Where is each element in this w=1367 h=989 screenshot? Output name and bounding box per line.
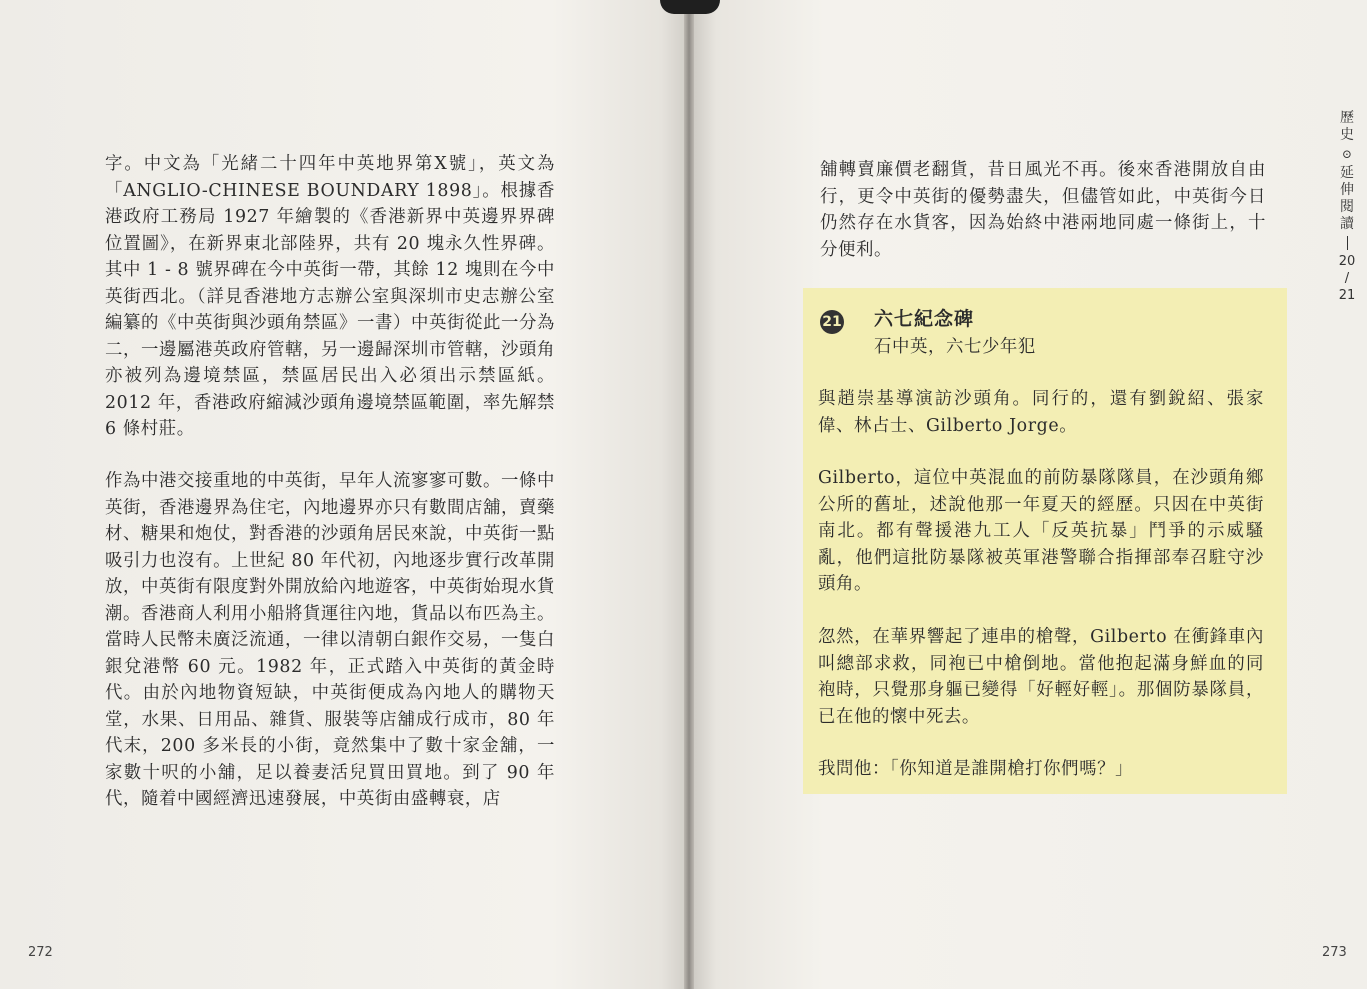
side-nav-page-a: 20	[1338, 254, 1356, 269]
side-nav-char: 延	[1340, 165, 1354, 181]
book-gutter	[684, 0, 694, 989]
box-subtitle: 石中英，六七少年犯	[874, 337, 1036, 357]
section-number-badge: 21	[820, 310, 844, 334]
left-paragraph-2: 作為中港交接重地的中英街，早年人流寥寥可數。一條中英街，香港邊界為住宅，內地邊界亦只有數間店舖，賣藥材、糖果和炮仗，對香港的沙頭角居民來說，中英街一點吸引力也沒有。上世紀 80 年代初，內地逐步實行改革開放，中英街有限度對外開放給內地遊客，中英街始現水貨潮。香港商人利用小船將貨運往內地，貨品以布匹為主。當時人民幣未廣泛流通，一律以清朝白銀作交易，一隻白銀兌港幣 60 元。1982 年，正式踏入中英街的黃金時代。由於內地物資短缺，中英街便成為內地人的購物天堂，水果、日用品、雜貨、服裝等店舖成行成市，80 年代末，200 多米長的小街，竟然集中了數十家金舖，一家數十呎的小舖，足以養妻活兒買田買地。到了 90 年代，隨着中國經濟迅速發展，中英街由盛轉衰，店	[105, 471, 555, 809]
side-nav-char: 閱	[1340, 199, 1354, 215]
side-nav-char: 讀	[1340, 216, 1354, 232]
box-paragraph-4: 我問他：「你知道是誰開槍打你們嗎？」	[818, 759, 1134, 779]
side-nav-char: 史	[1340, 127, 1354, 143]
side-nav-slash: /	[1344, 271, 1350, 286]
page-number-left: 272	[28, 945, 53, 960]
side-nav-char: 伸	[1340, 182, 1354, 198]
box-paragraph-3: 忽然，在華界響起了連串的槍聲，Gilberto 在衝鋒車內叫總部求救，同袍已中槍倒地。當他抱起滿身鮮血的同袍時，只覺那身軀已變得「好輕好輕」。那個防暴隊員，已在他的懷中死去。	[818, 627, 1264, 727]
side-navigation	[1338, 110, 1356, 304]
side-nav-divider	[1347, 236, 1348, 250]
bullet-icon: ⊙	[1341, 147, 1353, 161]
book-spine	[660, 0, 720, 14]
left-paragraph-1: 字。中文為「光緒二十四年中英地界第X號」，英文為「ANGLIO-CHINESE BOUNDARY 1898」。根據香港政府工務局 1927 年繪製的《香港新界中英邊界界碑位置圖》，在新界東北部陸界，共有 20 塊永久性界碑。其中 1 - 8 號界碑在今中英街一帶，其餘 12 塊則在今中英街西北。（詳見香港地方志辦公室與深圳市史志辦公室編纂的《中英街與沙頭角禁區》一書）中英街從此一分為二，一邊屬港英政府管轄，另一邊歸深圳市管轄，沙頭角亦被列為邊境禁區，禁區居民出入必須出示禁區紙。2012 年，香港政府縮減沙頭角邊境禁區範圍，率先解禁 6 條村莊。	[105, 154, 555, 439]
page-number-right: 273	[1322, 945, 1347, 960]
box-paragraph-1: 與趙崇基導演訪沙頭角。同行的，還有劉銳紹、張家偉、林占士、Gilberto Jorge。	[818, 389, 1264, 436]
side-nav-page-b: 21	[1338, 288, 1356, 303]
side-nav-char: 歷	[1340, 110, 1354, 126]
right-paragraph: 舖轉賣廉價老翻貨，昔日風光不再。後來香港開放自由行，更令中英街的優勢盡失，但儘管如此，中英街今日仍然存在水貨客，因為始終中港兩地同處一條街上，十分便利。	[820, 160, 1266, 260]
box-paragraph-2: Gilberto，這位中英混血的前防暴隊隊員，在沙頭角鄉公所的舊址，述說他那一年夏天的經歷。只因在中英街南北。都有聲援港九工人「反英抗暴」鬥爭的示威騷亂，他們這批防暴隊被英軍港警聯合指揮部奉召駐守沙頭角。	[818, 468, 1264, 594]
box-title: 六七紀念碑	[874, 308, 975, 330]
